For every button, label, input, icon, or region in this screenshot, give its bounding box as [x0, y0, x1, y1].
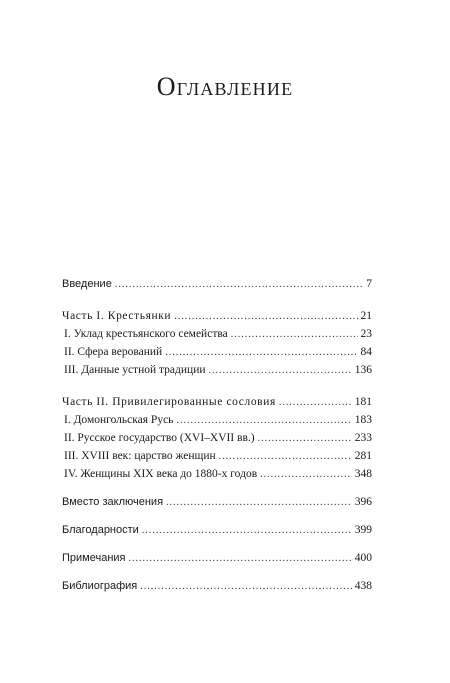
dot-leader: [165, 347, 357, 358]
page-title: Оглавление: [156, 72, 294, 101]
toc-entry-page: 23: [360, 328, 372, 340]
toc-entry-page: 233: [354, 432, 372, 444]
toc-entry-chapter[interactable]: [62, 468, 372, 486]
dot-leader: [166, 497, 352, 508]
toc-entry-part-1[interactable]: [62, 310, 372, 328]
toc-entry-chapter[interactable]: [62, 450, 372, 468]
toc-entry-label: Вместо заключения: [62, 496, 164, 508]
toc-entry-chapter[interactable]: [62, 364, 372, 382]
toc-entry-page: 396: [354, 496, 372, 508]
toc-entry-label: Примечания: [62, 552, 126, 564]
toc-entry-chapter[interactable]: [62, 432, 372, 450]
toc-entry-label: II. Сфера верований: [64, 346, 163, 358]
toc-entry-chapter[interactable]: [62, 414, 372, 432]
toc-entry-label: Введение: [62, 278, 112, 290]
toc-entry-page: 183: [354, 414, 372, 426]
toc-entry-acknowledgements[interactable]: [62, 524, 372, 542]
dot-leader: [279, 397, 352, 408]
toc-entry-label: III. XVIII век: царство женщин: [64, 450, 216, 462]
toc-entry-label: Часть I. Крестьянки: [62, 310, 172, 322]
toc-entry-page: 84: [360, 346, 372, 358]
toc-entry-label: Благодарности: [62, 524, 139, 536]
toc-entry-introduction[interactable]: [62, 278, 372, 296]
toc-entry-label: IV. Женщины XIX века до 1880-х годов: [64, 468, 258, 480]
toc-entry-page: 181: [354, 396, 372, 408]
toc-entry-page: 7: [366, 278, 372, 290]
dot-leader: [258, 433, 352, 444]
dot-leader: [219, 451, 352, 462]
toc-entry-page: 438: [354, 580, 372, 592]
dot-leader: [231, 329, 358, 340]
dot-leader: [174, 311, 357, 322]
dot-leader: [142, 525, 352, 536]
toc-entry-label: I. Домонгольская Русь: [64, 414, 174, 426]
toc-entry-part-2[interactable]: [62, 396, 372, 414]
toc-entry-label: III. Данные устной традиции: [64, 364, 206, 376]
toc-entry-label: Часть II. Привилегированные сословия: [62, 396, 276, 408]
toc-entry-bibliography[interactable]: [62, 580, 372, 598]
toc-entry-page: 281: [354, 450, 372, 462]
dot-leader: [129, 553, 352, 564]
toc-entry-page: 348: [354, 468, 372, 480]
toc-entry-page: 21: [360, 310, 372, 322]
toc-entry-page: 136: [354, 364, 372, 376]
dot-leader: [176, 415, 351, 426]
dot-leader: [140, 581, 352, 592]
toc-entry-conclusion[interactable]: [62, 496, 372, 514]
toc-entry-page: 399: [354, 524, 372, 536]
toc-entry-label: Библиография: [62, 580, 138, 592]
toc-entry-label: II. Русское государство (XVI–XVII вв.): [64, 432, 255, 444]
dot-leader: [209, 365, 352, 376]
dot-leader: [115, 279, 363, 290]
table-of-contents: [62, 278, 372, 598]
toc-entry-chapter[interactable]: [62, 346, 372, 364]
toc-entry-chapter[interactable]: [62, 328, 372, 346]
toc-entry-label: I. Уклад крестьянского семейства: [64, 328, 228, 340]
toc-entry-page: 400: [354, 552, 372, 564]
dot-leader: [260, 469, 352, 480]
toc-entry-notes[interactable]: [62, 552, 372, 570]
